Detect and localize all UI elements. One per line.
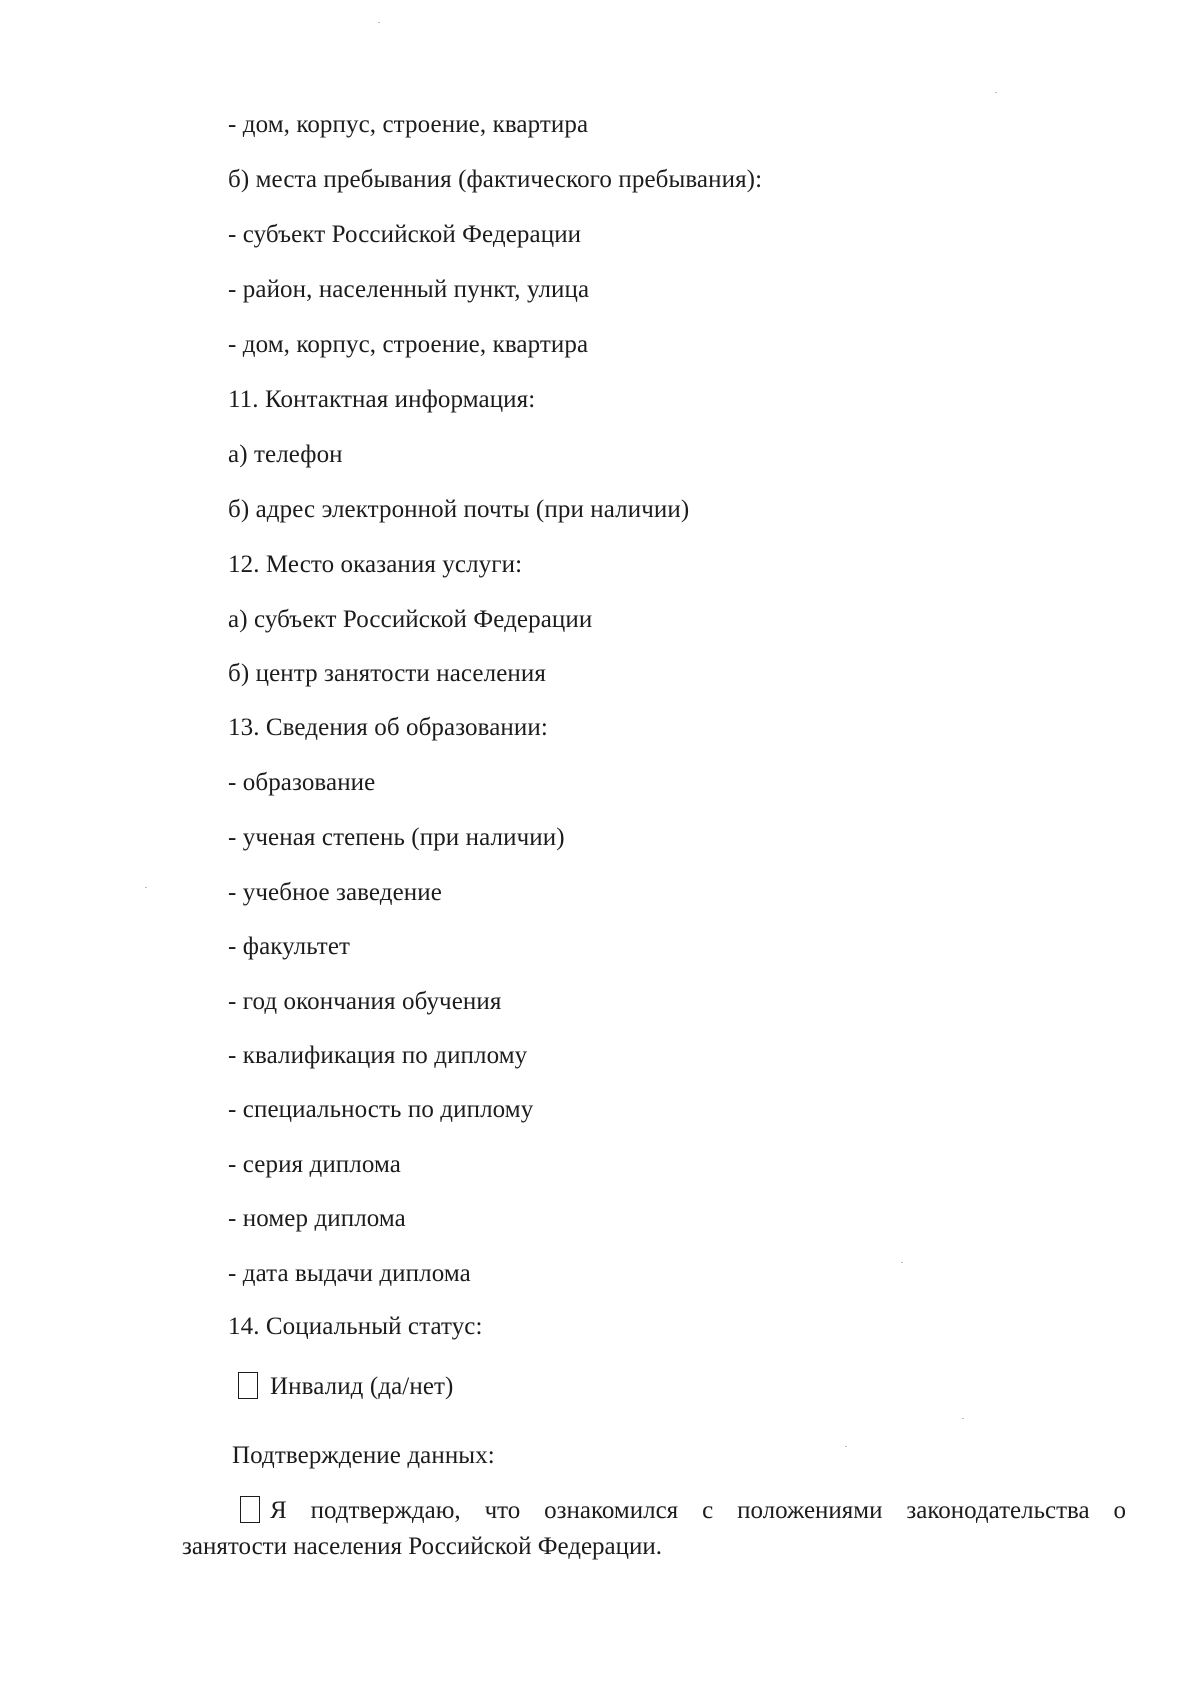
list-item: - дата выдачи диплома: [228, 1260, 471, 1287]
scan-speck: [962, 1418, 964, 1419]
list-item: - ученая степень (при наличии): [228, 824, 565, 851]
list-item: - год окончания обучения: [228, 988, 502, 1015]
confirmation-text-2: занятости населения Российской Федерации.: [182, 1533, 663, 1560]
disability-checkbox-label: Инвалид (да/нет): [270, 1373, 454, 1400]
list-item: - учебное заведение: [228, 879, 442, 906]
confirmation-checkbox[interactable]: [240, 1496, 260, 1523]
list-item: - номер диплома: [228, 1205, 406, 1232]
scan-speck: [145, 887, 147, 888]
scan-speck: [995, 92, 997, 93]
list-item: - образование: [228, 769, 376, 796]
list-item: - дом, корпус, строение, квартира: [228, 331, 589, 358]
list-item: - район, населенный пункт, улица: [228, 276, 590, 303]
list-item: - специальность по диплому: [228, 1096, 534, 1123]
list-item: б) центр занятости населения: [228, 660, 546, 687]
confirmation-line-1: [182, 1493, 1126, 1529]
list-item: б) места пребывания (фактического пребывания):: [228, 166, 763, 193]
confirmation-text-1: Я подтверждаю, что ознакомился с положениями законодательства о: [270, 1497, 1126, 1524]
disability-checkbox[interactable]: [238, 1372, 258, 1399]
list-item: - квалификация по диплому: [228, 1042, 528, 1069]
scan-speck: [901, 1262, 903, 1263]
section-heading: 14. Социальный статус:: [228, 1313, 483, 1340]
list-item: б) адрес электронной почты (при наличии): [228, 496, 690, 523]
list-item: - факультет: [228, 933, 351, 960]
confirmation-paragraph: [182, 1493, 1126, 1565]
confirmation-heading: Подтверждение данных:: [232, 1442, 495, 1469]
section-heading: 12. Место оказания услуги:: [228, 551, 523, 578]
list-item: - дом, корпус, строение, квартира: [228, 111, 589, 138]
list-item: а) телефон: [228, 441, 343, 468]
scan-speck: [845, 1446, 847, 1447]
section-heading: 11. Контактная информация:: [228, 386, 536, 413]
list-item: - серия диплома: [228, 1151, 401, 1178]
disability-checkbox-row: [238, 1372, 453, 1402]
scan-speck: [378, 22, 380, 23]
list-item: а) субъект Российской Федерации: [228, 606, 593, 633]
section-heading: 13. Сведения об образовании:: [228, 714, 548, 741]
list-item: - субъект Российской Федерации: [228, 221, 582, 248]
